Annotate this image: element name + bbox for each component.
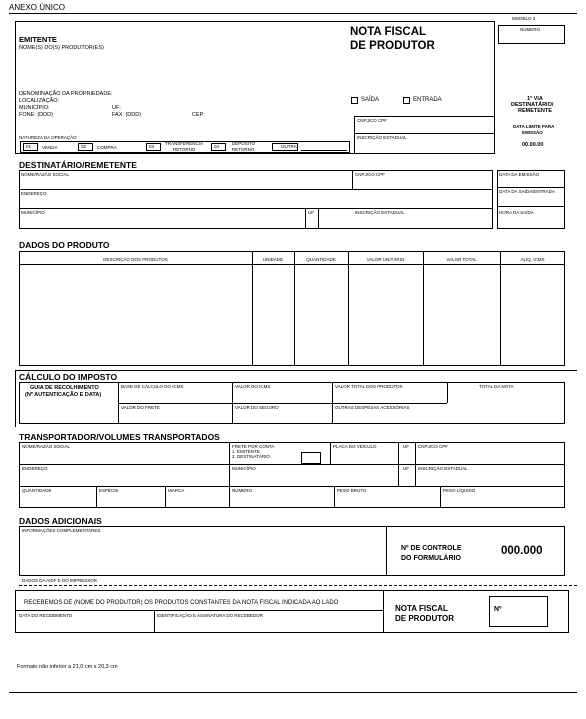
emitente-cnpj-label: CNPJ/CO CPF [357, 118, 388, 123]
frete-emitente-label: 1. EMITENTE [232, 449, 260, 454]
info-complementares-label: INFORMAÇÕES COMPLEMENTARES [22, 528, 101, 533]
identificacao-label: IDENTIFICAÇÃO E ASSINATURA DO RECEBEDOR [157, 613, 263, 618]
produto-col-1 [252, 251, 253, 366]
numero-vol-label: NÚMERO [232, 488, 252, 493]
transp-col-especie [96, 486, 97, 508]
transp-col-placa [330, 442, 331, 464]
data-limite-value: 00.00.00 [522, 142, 544, 148]
canhoto-divider [383, 590, 384, 633]
transp-nome-label: NOME/RAZÃO SOCIAL [22, 444, 71, 449]
transportador-title: TRANSPORTADOR/VOLUMES TRANSPORTADOS [19, 432, 220, 442]
saida-label: SAÍDA [361, 97, 380, 103]
cnpj-divider [354, 133, 495, 134]
canhoto-cut-line [19, 585, 577, 586]
marca-label: MARCA [168, 488, 185, 493]
destinatario-col-1 [352, 170, 353, 189]
frete-destinatario-label: 2. DESTINATÁRIO [232, 454, 270, 459]
municipio-label: MUNICÍPIO: [19, 105, 50, 111]
canhoto-frame [15, 590, 569, 633]
data-limite-label-2: EMISSÃO [522, 130, 543, 135]
transp-municipio-label: MUNICÍPIO [232, 466, 256, 471]
uf-label: UF: [112, 105, 121, 111]
op-deposito-label-2: RETORNO [232, 147, 255, 152]
op-venda-label: VENDA [42, 145, 58, 150]
adicionais-divider [386, 526, 387, 576]
cep-label: CEP: [192, 112, 205, 118]
produto-col-4 [423, 251, 424, 366]
canhoto-row [15, 610, 383, 611]
via-label-2: DESTINATÁRIO/ [511, 102, 554, 108]
base-calculo-label: BASE DE CÁLCULO DO ICMS [121, 384, 184, 389]
dest-cnpj-label: CNPJ/CO CPF [355, 172, 386, 177]
data-limite-label-1: DATA LIMITE PARA [513, 124, 555, 129]
datas-row-1 [497, 187, 565, 188]
transp-cnpj-label: CNPJ/CO CPF [418, 444, 449, 449]
emitente-nome-label: NOME(S) DO(S) PRODUTOR(ES) [19, 45, 104, 51]
transportador-frame [19, 442, 565, 508]
dest-endereco-label: ENDEREÇO [21, 191, 47, 196]
frete-conta-box[interactable] [301, 452, 321, 464]
controle-value: 000.000 [501, 545, 543, 557]
emitente-title: EMITENTE [19, 35, 57, 44]
data-recebimento-label: DATA DO RECEBIMENTO [19, 613, 73, 618]
imposto-top-rule [15, 370, 577, 371]
transp-endereco-label: ENDEREÇO [22, 466, 48, 471]
peso-liquido-label: PESO LÍQUIDO [443, 488, 476, 493]
produto-col-2 [294, 251, 295, 366]
footer-rule [9, 692, 577, 693]
hora-saida-label: HORA DA SAÍDA [499, 210, 534, 215]
controle-label-2: DO FORMULÁRIO [401, 555, 461, 562]
transp-col-cnpj [415, 442, 416, 486]
destinatario-col-3 [318, 208, 319, 229]
transp-col-peso-liquido [440, 486, 441, 508]
emitente-inscricao-label: INSCRIÇÃO ESTADUAL [357, 135, 407, 140]
op-compra-label: COMPRA [97, 145, 117, 150]
fax-label: FAX: (DDD) [112, 112, 142, 118]
op-outra-line[interactable] [301, 150, 347, 151]
transp-uf-label: UF [403, 444, 409, 449]
destinatario-row-1 [19, 189, 493, 190]
recebemos-label: RECEBEMOS DE (NOME DO PRODUTOR) OS PRODUTOS CONSTANTES DA NOTA FISCAL INDICADA AO LADO [24, 600, 339, 606]
data-saida-label: DATA DA SAÍDA/ENTRADA [499, 189, 555, 194]
op-transf-label-2: RETORNO [173, 147, 196, 152]
dest-nome-label: NOME/RAZÃO SOCIAL [21, 172, 70, 177]
valor-total-produtos-label: VALOR TOTAL DOS PRODUTOS [335, 384, 403, 389]
via-label-1: 1ª VIA [527, 96, 543, 102]
denominacao-label: DENOMINAÇÃO DA PROPRIEDADE: [19, 91, 113, 97]
peso-bruto-label: PESO BRUTO [337, 488, 367, 493]
canhoto-numero-label: Nº [494, 606, 502, 613]
op-code-3: 03 [149, 144, 155, 149]
adicionais-title: DADOS ADICIONAIS [19, 516, 102, 526]
valor-frete-label: VALOR DO FRETE [121, 405, 160, 410]
datas-frame [497, 170, 565, 229]
produto-col-valor-total: VALOR TOTAL [446, 257, 477, 262]
produto-col-aliq-icms: ALÍQ. ICMS [520, 257, 545, 262]
canhoto-col [154, 610, 155, 633]
produto-col-quantidade: QUANTIDADE [306, 257, 336, 262]
adicionais-frame [19, 526, 565, 576]
produto-title: DADOS DO PRODUTO [19, 240, 110, 250]
imposto-col-4 [447, 382, 448, 403]
numero-label: NÚMERO [520, 27, 540, 32]
annex-label: ANEXO ÚNICO [9, 3, 66, 12]
localizacao-label: LOCALIZAÇÃO: [19, 98, 60, 104]
valor-seguro-label: VALOR DO SEGURO [235, 405, 279, 410]
nota-fiscal-title-2: DE PRODUTOR [350, 40, 435, 52]
dest-uf-label: UF [308, 210, 314, 215]
op-deposito-label-1: DEPÓSITO [232, 141, 256, 146]
via-label-3: REMETENTE [518, 108, 552, 114]
destinatario-col-2 [305, 208, 306, 229]
formato-note: Formato não inferior a 21,0 cm x 20,3 cm [17, 664, 118, 670]
imposto-row-1 [118, 403, 447, 404]
produto-col-valor-unitario: VALOR UNITÁRIO [366, 257, 405, 262]
frete-conta-label: FRETE POR CONTA [232, 444, 275, 449]
fone-label: FONE: (DDD) [19, 112, 53, 118]
transp-col-uf [398, 442, 399, 486]
outras-despesas-label: OUTRAS DESPESAS ACESSÓRIAS [335, 405, 410, 410]
transp-col-marca [165, 486, 166, 508]
transportador-row-2 [19, 486, 565, 487]
saida-checkbox[interactable] [351, 97, 358, 104]
guia-label-1: GUIA DE RECOLHIMENTO [30, 385, 99, 391]
op-code-2: 02 [81, 144, 87, 149]
natureza-label: NATUREZA DA OPERAÇÃO [19, 135, 77, 140]
entrada-checkbox[interactable] [403, 97, 410, 104]
modelo-label: MODELO 4 [512, 16, 536, 21]
op-code-1: 01 [26, 144, 32, 149]
especie-label: ESPÉCIE [99, 488, 119, 493]
transp-inscricao-label: INSCRIÇÃO ESTADUAL [418, 466, 468, 471]
produto-col-descricao: DESCRIÇÃO DOS PRODUTOS [103, 257, 168, 262]
produto-table [19, 251, 565, 366]
canhoto-nf-label-2: DE PRODUTOR [395, 614, 454, 623]
transportador-row-1 [19, 464, 565, 465]
produto-header-rule [19, 264, 565, 265]
controle-label-1: Nº DE CONTROLE [401, 545, 462, 552]
quantidade-label: QUANTIDADE [22, 488, 52, 493]
dest-inscricao-label: INSCRIÇÃO ESTADUAL [355, 210, 405, 215]
op-outra-label: OUTRA [281, 144, 297, 149]
op-code-4: 04 [214, 144, 220, 149]
destinatario-row-2 [19, 208, 493, 209]
dest-municipio-label: MUNICÍPIO [21, 210, 45, 215]
produto-col-3 [348, 251, 349, 366]
imposto-title: CÁLCULO DO IMPOSTO [19, 372, 118, 382]
aidf-label: DADOS DA AIDF E DO IMPRESSOR [22, 578, 98, 583]
entrada-label: ENTRADA [413, 97, 442, 103]
data-emissao-label: DATA DA EMISSÃO [499, 172, 540, 177]
canhoto-nf-label-1: NOTA FISCAL [395, 604, 448, 613]
total-nota-label: TOTAL DA NOTA [479, 384, 514, 389]
transp-col-numero [229, 486, 230, 508]
transp-col-frete [229, 442, 230, 486]
imposto-left-rule [15, 370, 16, 427]
op-transf-label-1: TRANSFERÊNCIA [165, 141, 204, 146]
nota-fiscal-title-1: NOTA FISCAL [350, 26, 427, 38]
valor-icms-label: VALOR DO ICMS [235, 384, 271, 389]
datas-row-2 [497, 206, 565, 207]
guia-label-2: (Nº AUTENTICAÇÃO E DATA) [25, 392, 102, 398]
destinatario-title: DESTINATÁRIO/REMETENTE [19, 160, 137, 170]
header-rule [9, 13, 577, 14]
destinatario-frame [19, 170, 493, 229]
transp-col-peso-bruto [334, 486, 335, 508]
produto-col-unidade: UNIDADE [262, 257, 284, 262]
transp-uf-label-2: UF [403, 466, 409, 471]
placa-label: PLACA DO VEÍCULO [333, 444, 377, 449]
produto-col-5 [500, 251, 501, 366]
